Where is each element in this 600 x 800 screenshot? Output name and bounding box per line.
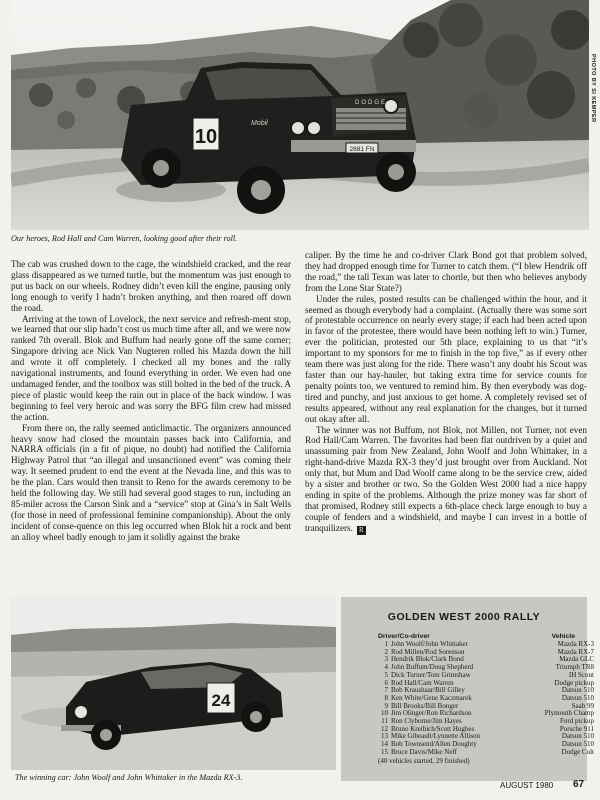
results-position: 4 [384,663,388,672]
top-photo [11,0,589,230]
door-number: 24 [211,691,231,710]
results-vehicle: IH Scout [568,670,594,679]
results-position: 2 [384,647,388,656]
results-crew-name: Mike Gibeault/Lynnette Allison [391,732,481,741]
bottom-photo [11,597,336,770]
results-vehicle: Plymouth Champ [544,709,594,718]
results-crew-name: Bob Kraushaar/Bill Gilley [391,686,465,695]
results-crew-name: Bruce Davis/Mike Neff [391,747,457,756]
results-title: GOLDEN WEST 2000 RALLY [387,611,541,623]
results-position: 10 [381,709,388,718]
sponsor-decal: Mobil [251,120,268,127]
results-crew-name: Rod Millen/Rod Sorenson [391,647,465,656]
results-crew-name: Bob Townsend/Allen Doughty [391,740,477,749]
paragraph-text: The winner was not Buffum, not Blok, not Millen, not Turner, not even Rod Hall/Cam Warren. The favorites had been flat outdriven by a quiet and unassuming pair from New Zealand, John Woolf and John Whittaker, in a right-hand-drive Mazda RX-3 they’d just brought over from Auckland. Not only that, but Mum and Dad Woolf came along to be the service crew, aided by a sister and brother or two. So the Golden West 2000 had a nice happy ending in spite of the problems. Although the prize money was far short of that promised, Rodney still expects a 6th-place check large enough to buy a couple of fenders and a windshield, and maybe I can invest in a bottle of tranquilizers. [305,424,587,533]
results-crew-name: John Buffum/Doug Shepherd [391,663,474,672]
photo-credit: PHOTO BY SI KEMPER [590,54,596,123]
results-position: 3 [384,655,388,664]
mazda-rx3-photo [11,597,336,770]
results-vehicle: Mazda RX-7 [557,647,594,656]
results-vehicle: Mazda GLC [559,655,594,664]
paragraph: The cab was crushed down to the cage, the windshield cracked, and the rear glass disappeared as we turned turtle, but the momentum was just enough to put us back on our wheels. Rodney didn’t even kill the engine, pausing only long enough to verify I hadn’t broken anything, and then roared off down the road. [11,259,291,313]
results-vehicle: Datsun 510 [561,686,594,695]
col-driver-header: Driver/Co-driver [378,633,430,640]
article-left-column [11,259,291,543]
article-right-column [305,250,587,535]
results-crew-name: John Woolf/John Whittaker [391,640,468,648]
results-vehicle: Porsche 911 [559,724,594,733]
results-crew-name: Dick Turner/Tom Grimshaw [391,670,471,679]
results-crew [378,749,524,757]
door-number: 10 [194,126,218,148]
results-vehicle: Saab 99 [571,701,594,710]
results-crew-name: Bruno Kreibich/Scott Hughes [391,724,475,733]
results-position: 15 [381,747,388,756]
results-position: 5 [384,670,388,679]
end-of-article-icon: R [357,526,366,535]
top-photo-caption: Our heroes, Rod Hall and Cam Warren, looking good after their roll. [11,234,238,243]
results-position: 13 [381,732,388,741]
grille-lettering: DODGE [354,100,388,106]
paragraph: From there on, the rally seemed anticlimactic. The organizers announced heavy snow had closed the mountain passes back into California, and NARRA officials (in a fit of pique, no doubt) had notified the California Highway Patrol that “an illegal and unsanctioned event” was coming their way. It seemed prudent to end the event at the Nevada line, and this was to be the plan. Cars would then transit to Reno for the awards ceremony to be held the following day. We still had several good stages to run, including an 85-miler across the Carson Sink and a “service” stop at Gina’s in Salt Wells (for those in need of professional feminine companionship). About the only incident of conse-quence on this leg occurred when Blok hit a rock and bent an alloy wheel badly enough to jam it solidly against the brake [11,422,291,542]
issue-date: AUGUST 1980 [500,781,554,790]
license-plate: 2881 FN [349,146,375,153]
paragraph: Arriving at the town of Lovelock, the next service and refresh-ment stop, we learned that our slip hadn’t cost us much time after all, and we were now ranked 7th overall. Blok and Buffum had nearly gone off the same corner; Singapore driving ace Nick Van Nugteren rolled his Mazda down the hill and wrote it off completely. I checked all my bones and the rally navigational instruments, and found everything in order. We even had one undamaged fender, and the toolbox was still bolted in the bed of the truck. A piece of plastic would keep the rain out in place of the back window. I was beginning to feel very heroic and was sorry the BFG film crew had missed the action. [11,313,291,422]
results-crew-name: Ken White/Gene Kaczmarek [391,693,472,702]
results-box [341,597,594,781]
results-vehicle: Dodge Colt [561,747,594,756]
paragraph: Under the rules, posted results can be challenged within the hour, and it seemed as though everybody had a complaint. (Actually there was some sort of protestable occurrence on nearly every stage; if each had been acted upon in favor of the protestee, there would have been nothing left to win.) Turner, ever the politician, protested our 5th place, explaining to us that “it’s important to my sponsors for me to finish in the top five,” as if every other team there was just along for the ride. There wasn’t any doubt his Scout was faster than our hay-hauler, but taking extra time for service counts for penalty points too, we ventured to remind him. By then everybody was dog-tired and punchy, and just anxious to get home. A completely revised set of results appeared, without any real explanation for the changes, but it turned out okay after all. [305,293,587,424]
results-position: 9 [384,701,388,710]
results-position: 7 [384,686,388,695]
results-position: 6 [384,678,388,687]
results-position: 8 [384,693,388,702]
results-note: (40 vehicles started, 29 finished) [378,756,470,765]
col-vehicle-header: Vehicle [551,633,575,640]
results-crew-name: Ron Clyborne/Jim Hayes [391,717,462,726]
results-row [378,749,594,757]
paragraph [305,425,587,535]
results-position: 14 [381,740,388,749]
results-position: 11 [381,717,388,726]
results-position: 12 [381,724,388,733]
results-vehicle: Datsun 510 [561,693,594,702]
bottom-photo-caption: The winning car: John Woolf and John Whittaker in the Mazda RX-3. [15,773,243,782]
results-crew-name: Bill Brooks/Bill Bonger [391,701,459,710]
results-crew-name: Hendrik Blok/Clark Bond [391,655,464,664]
dodge-pickup-photo [11,0,589,230]
results-vehicle: Ford pickup [559,717,594,726]
paragraph: caliper. By the time he and co-driver Clark Bond got that problem solved, they had dropped enough time for Turner to catch them. (“I blew Hendrik off the road,” the tall Texan was later to chortle, but then who believes anybody from the Lone Star State?) [305,250,587,293]
results-crew-name: Jim Olinger/Ron Richardson [391,709,472,718]
results-vehicle: Triumph TR8 [555,663,594,672]
results-position: 1 [384,640,388,648]
results-table [378,641,594,757]
results-vehicle: Mazda RX-3 [557,640,594,648]
page-number: 67 [573,779,585,790]
results-vehicle: Datsun 510 [561,732,594,741]
results-crew-name: Rod Hall/Cam Warren [391,678,454,687]
results-vehicle: Datsun 510 [561,740,594,749]
results-vehicle: Dodge pickup [554,678,594,687]
